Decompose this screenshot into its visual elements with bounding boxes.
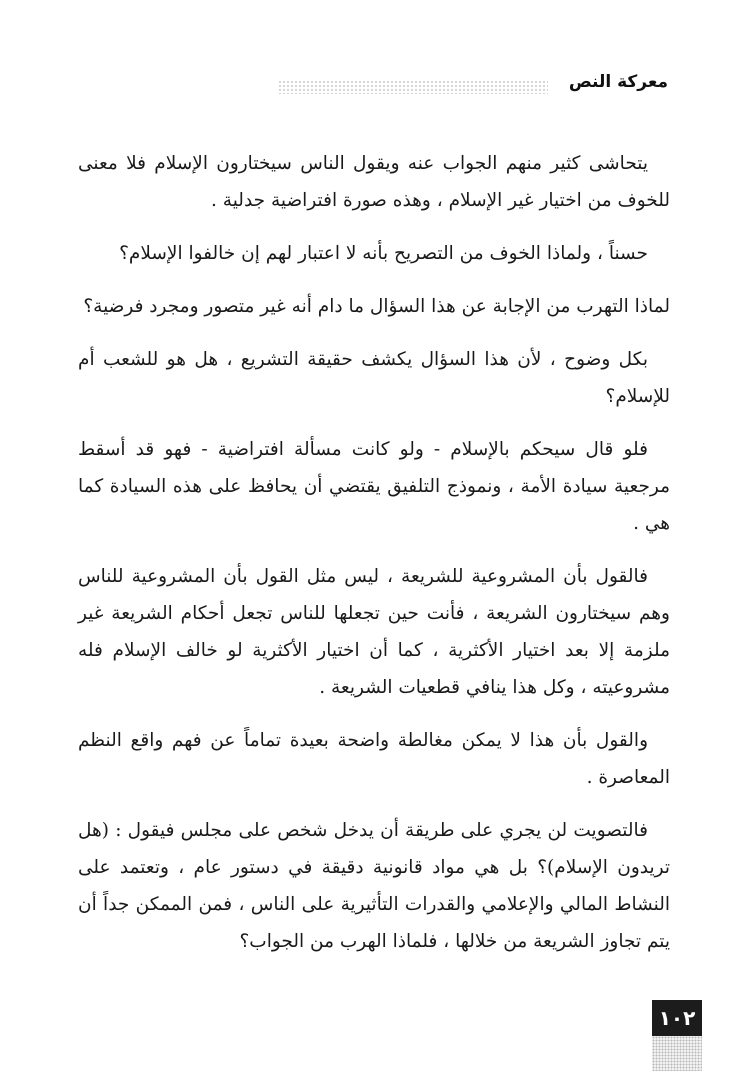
paragraph: بكل وضوح ، لأن هذا السؤال يكشف حقيقة التشريع ، هل هو للشعب أم للإسلام؟ — [78, 349, 670, 407]
paragraph: حسناً ، ولماذا الخوف من التصريح بأنه لا اعتبار لهم إن خالفوا الإسلام؟ — [119, 243, 648, 264]
paragraph: يتحاشى كثير منهم الجواب عنه ويقول الناس سيختارون الإسلام فلا معنى للخوف من اختيار غير الإسلام ، وهذه صورة افتراضية جدلية . — [78, 153, 670, 211]
running-header — [80, 70, 668, 106]
paragraph: والقول بأن هذا لا يمكن مغالطة واضحة بعيدة تماماً عن فهم واقع النظم المعاصرة . — [78, 730, 670, 788]
page-number: ١٠٢ — [652, 1000, 702, 1036]
paragraph: فالتصويت لن يجري على طريقة أن يدخل شخص على مجلس فيقول : (هل تريدون الإسلام)؟ بل هي مواد قانونية دقيقة في دستور عام ، وتعتمد على النشاط المالي والإعلامي والقدرات التأثيرية على الناس ، فمن الممكن جداً أن يتم تجاوز الشريعة من خلالها ، فلماذا الهرب من الجواب؟ — [78, 820, 670, 952]
header-decorative-rule — [278, 80, 548, 94]
paragraph: فلو قال سيحكم بالإسلام - ولو كانت مسألة افتراضية - فهو قد أسقط مرجعية سيادة الأمة ، ونموذج التلفيق يقتضي أن يحافظ على هذه السيادة كما هي . — [78, 439, 670, 534]
page-body — [78, 145, 670, 976]
paragraph: فالقول بأن المشروعية للشريعة ، ليس مثل القول بأن المشروعية للناس وهم سيختارون الشريعة ، فأنت حين تجعلها للناس تجعل أحكام الشريعة غير ملزمة إلا بعد اختيار الأكثرية ، كما أن اختيار الأكثرية لو خالف الإسلام فله مشروعيته ، وكل هذا ينافي قطعيات الشريعة . — [78, 566, 670, 698]
paragraph: لماذا التهرب من الإجابة عن هذا السؤال ما دام أنه غير متصور ومجرد فرضية؟ — [83, 296, 670, 317]
header-title: معركة النص — [568, 72, 668, 92]
page-number-decorative-shade — [652, 1036, 702, 1071]
